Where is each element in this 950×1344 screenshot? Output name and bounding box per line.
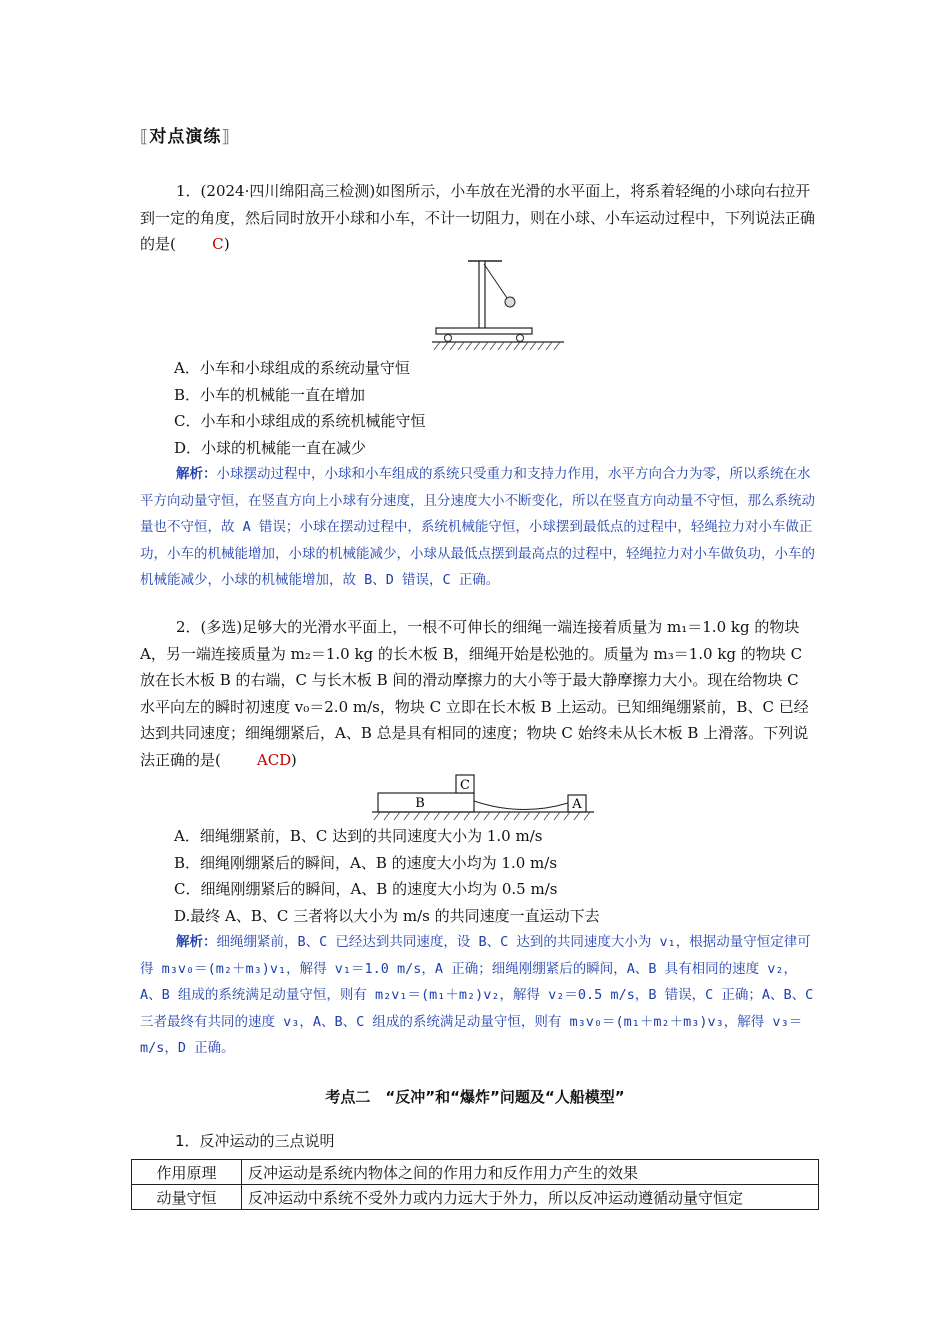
q2-options	[174, 823, 814, 929]
q1-analysis-text: 小球摆动过程中，小球和小车组成的系统只受重力和支持力作用，水平方向合力为零，所以系统在水平方向动量守恒，在竖直方向上小球有分速度，且分速度大小不断变化，所以在竖直方向动量不守恒，那么系统动量也不守恒，故 A 错误；小球在摆动过程中，系统机械能守恒，小球摆到最低点的过程中，轻绳拉力对小车做正功，小车的机械能增加，小球的机械能减少，小球从最低点摆到最高点的过程中，轻绳拉力对小车做负功，小车的机械能减少，小球的机械能增加，故 B、D 错误，C 正确。	[140, 466, 815, 588]
q1-answer: C	[212, 235, 224, 253]
q1-stem	[140, 178, 815, 258]
q2-close: )	[290, 750, 297, 769]
q1-analysis	[140, 461, 815, 594]
topic2-subheading: 1．反冲运动的三点说明	[175, 1132, 335, 1150]
fig-label-b: B	[415, 796, 425, 811]
bracket-left: ⟦	[140, 127, 150, 147]
q1-option-a: A．小车和小球组成的系统动量守恒	[174, 359, 410, 377]
q1-option-c: C．小车和小球组成的系统机械能守恒	[174, 412, 426, 430]
q2-analysis-text: 细绳绷紧前，B、C 已经达到共同速度，设 B、C 达到的共同速度大小为 v₁，根据动量守恒定律可得 m₃v₀＝(m₂＋m₃)v₁，解得 v₁＝1.0 m/s，A 正确；细绳刚绷紧后的瞬间，A、B 具有相同的速度 v₂，A、B 组成的系统满足动量守恒，则有 m₂v₁＝(m₁＋m₂)v₂，解得 v₂＝0.5 m/s，B 错误，C 正确；A、B、C 三者最终有共同的速度 v₃，A、B、C 组成的系统满足动量守恒，则有 m₃v₀＝(m₁＋m₂＋m₃)v₃，解得 v₃＝ m/s，D 正确。	[140, 934, 814, 1056]
q2-option-a: A．细绳绷紧前，B、C 达到的共同速度大小为 1.0 m/s	[174, 827, 543, 845]
section-tag	[140, 122, 231, 147]
table-value: 反冲运动是系统内物体之间的作用力和反作用力产生的效果	[242, 1160, 819, 1185]
q2-option-b: B．细绳刚绷紧后的瞬间，A、B 的速度大小均为 1.0 m/s	[174, 853, 558, 872]
q1-stem-text: 1．(2024·四川绵阳高三检测)如图所示，小车放在光滑的水平面上，将系着轻绳的小球向右拉开到一定的角度，然后同时放开小球和小车，不计一切阻力，则在小球、小车运动过程中，下列说法正确的是(	[140, 182, 816, 253]
pendulum-cart-figure	[432, 258, 568, 350]
recoil-table	[131, 1159, 819, 1210]
section-tag-label: 对点演练	[149, 127, 222, 147]
q2-analysis-label: 解析：	[176, 934, 217, 950]
topic2-heading: 考点二 “反冲”和“爆炸”问题及“人船模型”	[325, 1088, 625, 1106]
q1-close: )	[223, 235, 230, 253]
table-key: 作用原理	[132, 1160, 242, 1185]
q1-analysis-label: 解析：	[176, 466, 217, 482]
q1-option-d: D．小球的机械能一直在减少	[174, 438, 367, 457]
q2-option-d: D.最终 A、B、C 三者将以大小为 m/s 的共同速度一直运动下去	[174, 906, 600, 925]
q2-option-c: C．细绳刚绷紧后的瞬间，A、B 的速度大小均为 0.5 m/s	[174, 880, 558, 898]
q2-analysis	[140, 929, 815, 1062]
q2-answer: ACD	[256, 750, 292, 769]
bracket-right: ⟧	[221, 127, 231, 147]
table-row	[132, 1185, 819, 1210]
blocks-rope-figure	[372, 773, 598, 823]
q1-options	[174, 355, 814, 461]
table-key: 动量守恒	[132, 1185, 242, 1210]
q1-option-b: B．小车的机械能一直在增加	[174, 385, 366, 404]
q2-stem	[140, 614, 815, 773]
fig-label-c: C	[460, 778, 470, 793]
table-value: 反冲运动中系统不受外力或内力远大于外力，所以反冲运动遵循动量守恒定	[242, 1185, 819, 1210]
fig-label-a: A	[572, 797, 582, 812]
q2-stem-text: 2．(多选)足够大的光滑水平面上，一根不可伸长的细绳一端连接着质量为 m₁＝1.0 kg 的物块 A，另一端连接质量为 m₂＝1.0 kg 的长木板 B，细绳开始是松弛的。质量为 m₃＝1.0 kg 的物块 C 放在长木板 B 的右端，C 与长木板 B 间的滑动摩擦力的大小等于最大静摩擦力大小。现在给物块 C 水平向左的瞬时初速度 v₀＝2.0 m/s，物块 C 立即在长木板 B 上运动。已知细绳绷紧前，B、C 已经达到共同速度；细绳绷紧后，A、B 总是具有相同的速度；物块 C 始终未从长木板 B 上滑落。下列说法正确的是(	[140, 618, 809, 769]
table-row	[132, 1160, 819, 1185]
